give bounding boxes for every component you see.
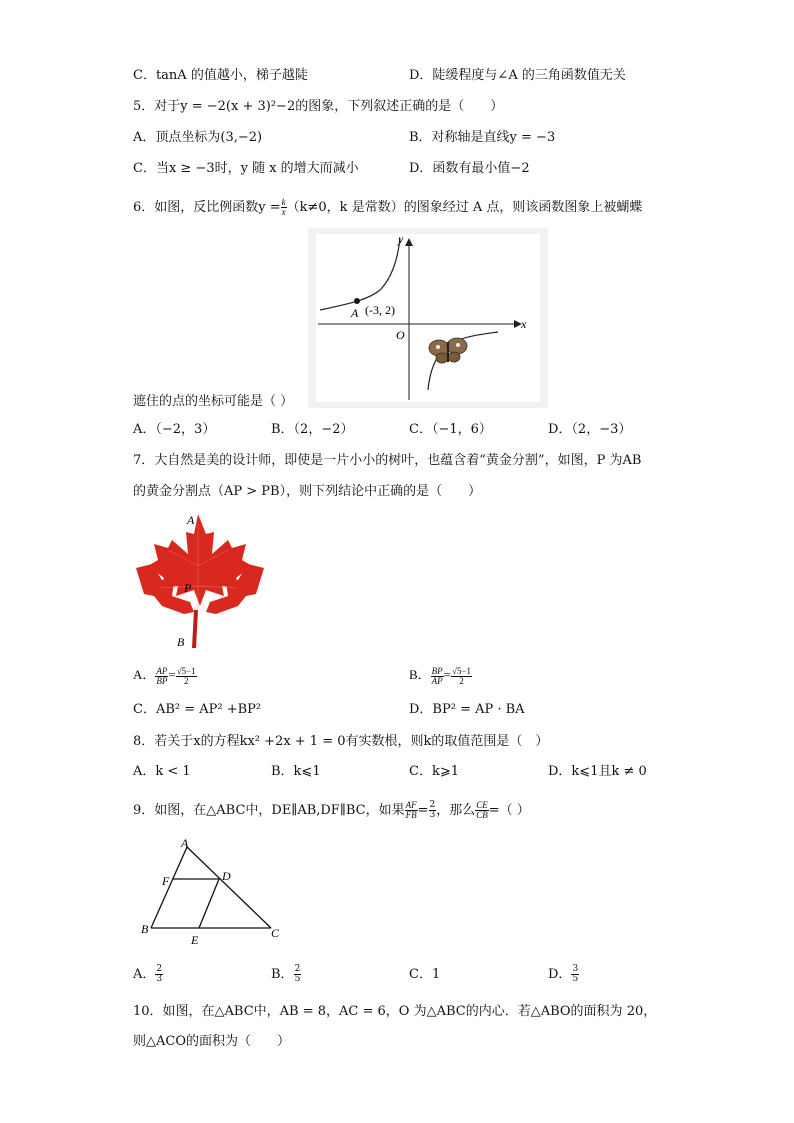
q9-opt-d-prefix: D． [548, 967, 572, 982]
q9-f1-val-den: 3 [429, 810, 436, 820]
q7-maple-leaf-figure [132, 510, 272, 650]
q4-option-d: D．陡缓程度与∠A 的三角函数值无关 [409, 68, 626, 83]
q7-option-a [133, 666, 197, 686]
label-c: C [271, 926, 280, 940]
label-coord-a: (-3, 2) [365, 303, 395, 317]
q7-opt-b-eq: = [443, 667, 452, 682]
q9-f1-num: AF [405, 800, 417, 810]
q6-stem [133, 198, 642, 217]
label-p: P [184, 581, 192, 595]
q5-stem: 5．对于y = −2(x + 3)²−2的图象，下列叙述正确的是（ ） [133, 99, 504, 114]
label-d: D [222, 869, 231, 883]
q9-opt-b-num: 2 [294, 964, 301, 974]
q5-option-d: D．函数有最小值−2 [409, 161, 530, 176]
label-e: E [191, 933, 199, 947]
q6-stem-prefix: 6．如图，反比例函数y = [133, 200, 281, 215]
q6-option-b: B．（2，−2） [271, 422, 354, 437]
q9-f1-den: FB [405, 810, 417, 820]
q7-opt-a-lnum: AP [156, 665, 168, 676]
q9-triangle-figure [135, 833, 290, 951]
q8-option-d: D．k⩽1且k ≠ 0 [548, 764, 647, 779]
q7-option-d: D．BP² = AP · BA [409, 702, 525, 717]
q8-option-c: C．k⩾1 [409, 764, 459, 779]
q9-stem-mid: ，那么 [436, 803, 476, 818]
q7-opt-b-prefix: B． [409, 667, 431, 682]
q9-option-c: C．1 [409, 967, 441, 982]
q7-opt-b-lnum: BP [431, 665, 443, 676]
q7-opt-b-rden: 2 [459, 675, 464, 686]
label-b: B [177, 635, 185, 649]
q6-figure [308, 228, 548, 408]
q8-option-b: B．k⩽1 [271, 764, 321, 779]
point-a [354, 298, 360, 304]
q7-opt-a-lden: BP [156, 675, 168, 686]
q7-opt-a-rnum: √5−1 [176, 665, 196, 676]
q9-opt-a-num: 2 [156, 964, 163, 974]
q7-stem-line2: 的黄金分割点（AP > PB），则下列结论中正确的是（ ） [133, 484, 482, 499]
q5-option-c: C．当x ≥ −3时，y 随 x 的增大而减小 [133, 161, 359, 176]
q9-option-a [133, 965, 163, 984]
q6-stem-suffix: （k≠0，k 是常数）的图象经过 A 点，则该函数图象上被蝴蝶 [286, 200, 643, 215]
q9-option-b [271, 965, 301, 984]
q7-opt-b-lden: AP [431, 675, 443, 686]
q4-option-c: C．tanA 的值越小，梯子越陡 [133, 68, 308, 83]
q7-stem-line1: 7．大自然是美的设计师，即使是一片小小的树叶，也蕴含着“黄金分割”，如图，P 为AB [133, 453, 642, 468]
q6-option-c: C．（−1，6） [409, 422, 492, 437]
q6-option-d: D．（2，−3） [548, 422, 632, 437]
q9-f2-num: CE [476, 800, 488, 810]
q9-stem-prefix: 9．如图，在△ABC中，DE∥AB,DF∥BC，如果 [133, 803, 405, 818]
q7-option-b [409, 666, 472, 686]
q9-f2-den: CB [476, 810, 488, 820]
q9-opt-d-den: 5 [572, 974, 579, 984]
q6-figure-inner [316, 234, 540, 402]
q8-option-a: A．k < 1 [133, 764, 191, 779]
q5-option-a: A．顶点坐标为(3,−2) [133, 130, 263, 145]
q9-opt-b-den: 5 [294, 974, 301, 984]
q7-option-c: C．AB² = AP² +BP² [133, 702, 262, 717]
label-a: A [351, 306, 359, 320]
q8-stem: 8．若关于x的方程kx² +2x + 1 = 0有实数根，则k的取值范围是（ ） [133, 734, 549, 749]
label-b: B [141, 922, 149, 936]
label-y: y [398, 232, 404, 246]
q5-option-b: B．对称轴是直线y = −3 [409, 130, 556, 145]
label-a: A [187, 513, 195, 527]
label-x: x [521, 317, 527, 331]
maple-leaf-stem [192, 610, 198, 648]
q9-eq-1: = [417, 803, 429, 818]
q7-opt-a-eq: = [168, 667, 176, 682]
label-a: A [181, 836, 189, 850]
q7-opt-a-prefix: A． [133, 667, 156, 682]
q9-stem [133, 801, 530, 820]
q10-stem-line2: 则△ACO的面积为（ ） [133, 1034, 290, 1049]
q9-option-d [548, 965, 579, 984]
q7-opt-a-rden: 2 [183, 675, 189, 686]
q6-frac-num: k [281, 197, 286, 207]
label-o: O [396, 328, 405, 342]
q6-stem-cont: 遮住的点的坐标可能是（ ） [133, 394, 294, 409]
q9-stem-suffix: =（ ） [488, 803, 530, 818]
q9-opt-d-num: 3 [572, 964, 579, 974]
q9-opt-a-den: 3 [156, 974, 163, 984]
q9-f1-val-num: 2 [429, 800, 436, 810]
q9-opt-a-prefix: A． [133, 967, 156, 982]
q9-opt-b-prefix: B． [271, 967, 294, 982]
q6-option-a: A．（−2，3） [133, 422, 216, 437]
label-f: F [162, 874, 170, 888]
q6-frac-den: x [281, 207, 286, 217]
q10-stem-line1: 10．如图，在△ABC中，AB = 8，AC = 6，O 为△ABC的内心．若△ABO的面积为 20， [133, 1004, 657, 1019]
q7-opt-b-rnum: √5−1 [452, 665, 472, 676]
